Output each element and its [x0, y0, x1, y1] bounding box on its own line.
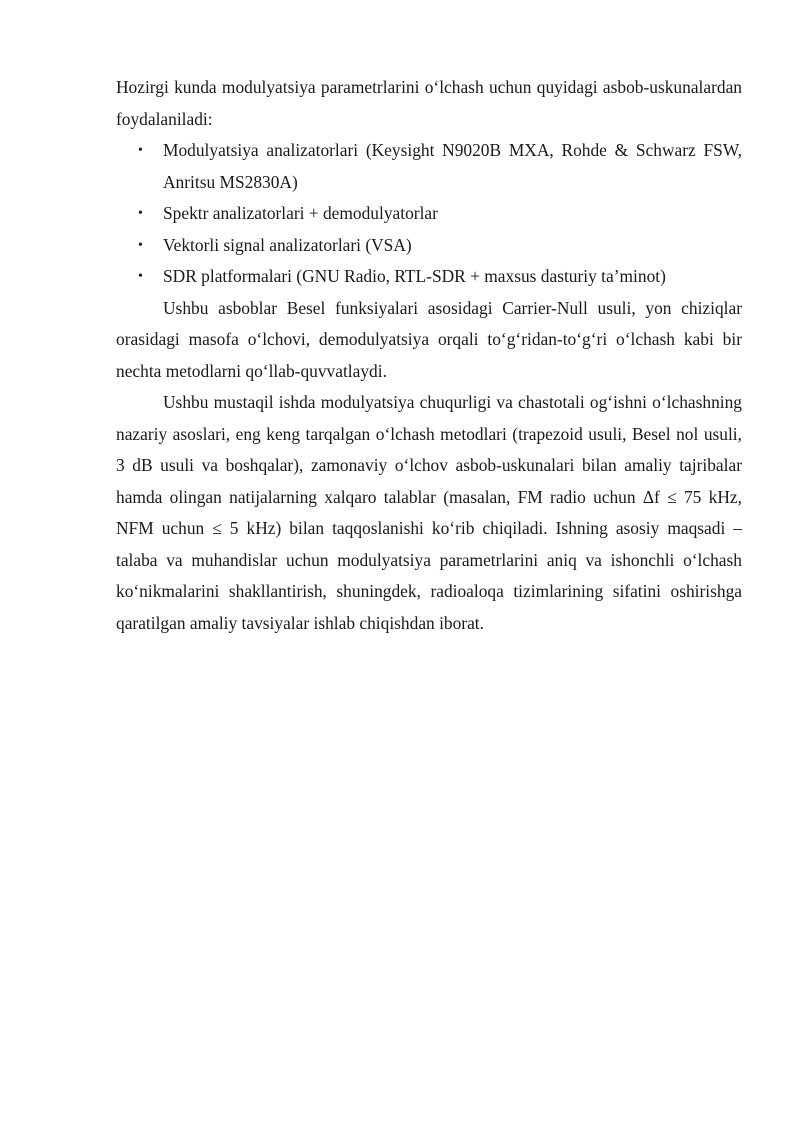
objective-paragraph: Ushbu mustaqil ishda modulyatsiya chuqurligi va chastotali ogʻishni oʻlchashning nazariy asoslari, eng keng tarqalgan oʻlchash metodlari (trapezoid usuli, Besel nol usuli, 3 dB usuli va boshqalar), zamonaviy oʻlchov asbob-uskunalari bilan amaliy tajribalar hamda olingan natijalarning xalqaro talablar (masalan, FM radio uchun Δf ≤ 75 kHz, NFM uchun ≤ 5 kHz) bilan taqqoslanishi koʻrib chiqiladi. Ishning asosiy maqsadi – talaba va muhandislar uchun modulyatsiya parametrlarini aniq va ishonchli oʻlchash koʻnikmalarini shakllantirish, shuningdek, radioaloqa tizimlarining sifatini oshirishga qaratilgan amaliy tavsiyalar ishlab chiqishdan iborat.: [116, 392, 742, 633]
bullet-icon: •: [138, 269, 143, 284]
list-item-text: Modulyatsiya analizatorlari (Keysight N9020B MXA, Rohde & Schwarz FSW, Anritsu MS2830A): [163, 140, 742, 192]
bullet-icon: •: [138, 206, 143, 221]
equipment-list: [116, 135, 742, 293]
intro-paragraph: Hozirgi kunda modulyatsiya parametrlarini oʻlchash uchun quyidagi asbob-uskunalardan foydalaniladi:: [116, 77, 742, 129]
methods-paragraph: Ushbu asboblar Besel funksiyalari asosidagi Carrier-Null usuli, yon chiziqlar orasidagi masofa oʻlchovi, demodulyatsiya orqali toʻgʻridan-toʻgʻri oʻlchash kabi bir nechta metodlarni qoʻllab-quvvatlaydi.: [116, 297, 742, 381]
list-item-text: Vektorli signal analizatorlari (VSA): [163, 234, 412, 255]
list-item-text: SDR platformalari (GNU Radio, RTL-SDR + maxsus dasturiy taʼminot): [163, 266, 666, 286]
list-item: [116, 135, 742, 198]
list-item: [116, 198, 742, 230]
document-body: [116, 72, 742, 639]
list-item: [116, 261, 742, 293]
list-item-text: Spektr analizatorlari + demodulyatorlar: [163, 203, 438, 223]
list-item: [116, 230, 742, 262]
bullet-icon: •: [138, 237, 143, 253]
bullet-icon: •: [138, 143, 143, 158]
